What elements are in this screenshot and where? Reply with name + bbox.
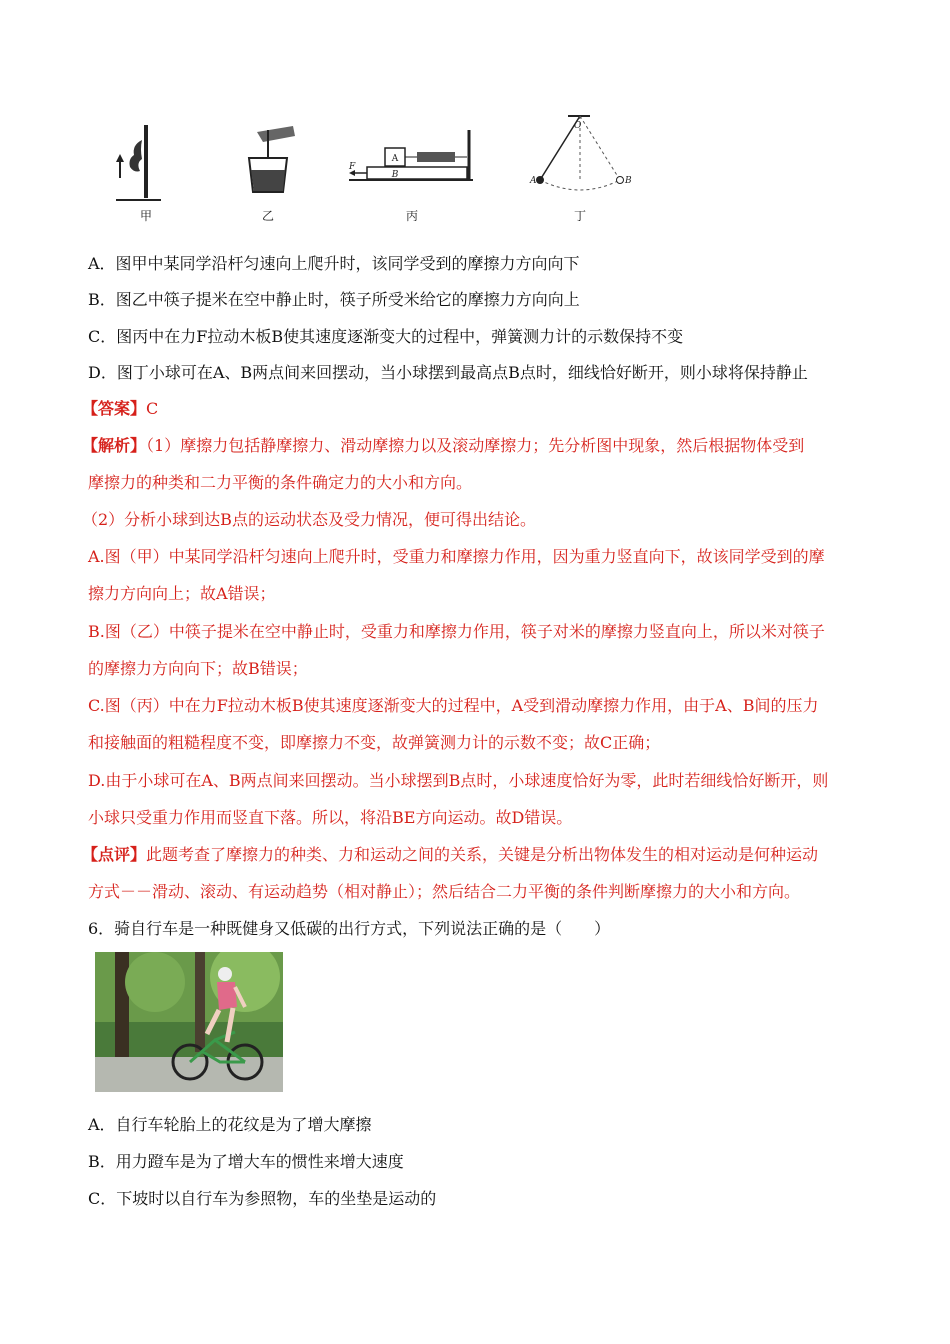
analysis-line-2: 摩擦力的种类和二力平衡的条件确定力的大小和方向。 [88, 473, 473, 492]
q5-option-b: B．图乙中筷子提米在空中静止时，筷子所受米给它的摩擦力方向向上 [88, 290, 580, 309]
figure-label-yi: 乙 [261, 209, 275, 223]
answer-tag: 【答案】 [82, 399, 147, 418]
figure-row [100, 110, 740, 230]
q5-option-c: C．图丙中在力F拉动木板B使其速度逐渐变大的过程中，弹簧测力计的示数保持不变 [88, 327, 684, 346]
analysis-tag: 【解析】 [82, 436, 147, 455]
figure-bing [345, 110, 480, 225]
comment-tag: 【点评】 [82, 845, 147, 864]
q5-option-a: A．图甲中某同学沿杆匀速向上爬升时，该同学受到的摩擦力方向向下 [88, 254, 580, 273]
analysis-line-3: （2）分析小球到达B点的运动状态及受力情况，便可得出结论。 [82, 510, 536, 529]
q6-option-a: A．自行车轮胎上的花纹是为了增大摩擦 [88, 1115, 372, 1134]
analysis-line-11: 小球只受重力作用而竖直下落。所以，将沿BE方向运动。故D错误。 [88, 808, 573, 827]
analysis-line-8: C.图（丙）中在力F拉动木板B使其速度逐渐变大的过程中，A受到滑动摩擦力作用，由于A、B间的压力 [88, 696, 819, 715]
figure-ding [528, 110, 633, 225]
analysis-line-1: 【解析】（1）摩擦力包括静摩擦力、滑动摩擦力以及滚动摩擦力；先分析图中现象，然后根据物体受到 [82, 436, 805, 455]
q6-option-c: C．下坡时以自行车为参照物，车的坐垫是运动的 [88, 1189, 437, 1208]
figure-yi [235, 110, 305, 225]
point-b-label: B [625, 176, 632, 186]
figure-jia [106, 110, 166, 225]
figure-label-bing: 丙 [405, 209, 419, 223]
cyclist-photo [95, 952, 283, 1092]
analysis-line-7: 的摩擦力方向向下；故B错误； [88, 659, 308, 678]
analysis-line-5: 擦力方向向上；故A错误； [88, 584, 276, 603]
analysis-line-10: D.由于小球可在A、B两点间来回摆动。当小球摆到B点时，小球速度恰好为零，此时若细线恰好断开，则 [88, 771, 829, 790]
comment-line-1: 【点评】此题考查了摩擦力的种类、力和运动之间的关系，关键是分析出物体发生的相对运动是何种运动 [82, 845, 819, 864]
figure-label-ding: 丁 [573, 209, 587, 223]
q6-stem: 6．骑自行车是一种既健身又低碳的出行方式，下列说法正确的是（ ） [88, 919, 611, 938]
point-a-label: A [530, 176, 537, 186]
analysis-line-6: B.图（乙）中筷子提米在空中静止时，受重力和摩擦力作用，筷子对米的摩擦力竖直向上，所以米对筷子 [88, 622, 825, 641]
q6-option-b: B．用力蹬车是为了增大车的惯性来增大速度 [88, 1152, 404, 1171]
comment-line-2: 方式－－滑动、滚动、有运动趋势（相对静止）；然后结合二力平衡的条件判断摩擦力的大小和方向。 [88, 882, 801, 901]
pivot-o-label: O [574, 121, 582, 131]
analysis-line-4: A.图（甲）中某同学沿杆匀速向上爬升时，受重力和摩擦力作用，因为重力竖直向下，故该同学受到的摩 [88, 547, 825, 566]
force-f-label: F [349, 162, 356, 172]
figure-label-jia: 甲 [139, 209, 153, 223]
q5-option-d: D．图丁小球可在A、B两点间来回摆动，当小球摆到最高点B点时，细线恰好断开，则小球将保持静止 [88, 363, 808, 382]
board-b-label: B [391, 170, 399, 180]
answer-value: C [146, 399, 159, 418]
answer-line [82, 398, 158, 420]
block-a-label: A [391, 154, 399, 164]
analysis-line-9: 和接触面的粗糙程度不变，即摩擦力不变，故弹簧测力计的示数不变；故C正确； [88, 733, 661, 752]
